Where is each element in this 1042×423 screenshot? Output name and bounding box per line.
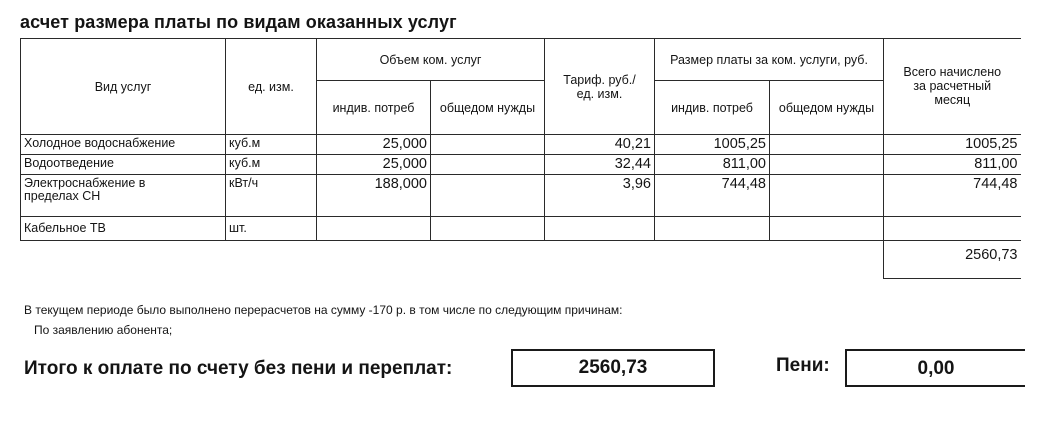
cell-service xyxy=(21,175,226,217)
header-payment-individual: индив. потреб xyxy=(655,81,770,135)
total-spacer xyxy=(21,241,884,279)
header-tariff-text: Тариф. руб./ ед. изм. xyxy=(563,72,636,101)
cell-tariff: 32,44 xyxy=(545,155,655,175)
cell-volume-individual xyxy=(317,217,431,241)
cell-tariff xyxy=(545,217,655,241)
header-volume-common: общедом нужды xyxy=(431,81,545,135)
cell-volume-common xyxy=(431,217,545,241)
cell-unit: кВт/ч xyxy=(226,175,317,217)
header-unit xyxy=(226,39,317,135)
cell-payment-individual xyxy=(655,217,770,241)
header-total xyxy=(884,39,1021,135)
cell-total: 811,00 xyxy=(884,155,1021,175)
cell-payment-common xyxy=(770,155,884,175)
table-header-row xyxy=(21,39,1021,81)
table-row xyxy=(21,155,1021,175)
header-payment-common: общедом нужды xyxy=(770,81,884,135)
cell-total xyxy=(884,217,1021,241)
header-volume-individual: индив. потреб xyxy=(317,81,431,135)
fine-label: Пени: xyxy=(776,355,830,376)
grand-total-cell: 2560,73 xyxy=(884,241,1021,279)
cell-volume-individual: 25,000 xyxy=(317,155,431,175)
cell-volume-common xyxy=(431,135,545,155)
cell-payment-individual: 744,48 xyxy=(655,175,770,217)
cell-service-text: Электроснабжение в пределах СН xyxy=(24,176,146,203)
table-row xyxy=(21,135,1021,155)
cell-payment-common xyxy=(770,175,884,217)
charges-table xyxy=(20,38,1021,279)
header-unit-text: ед. изм. xyxy=(248,79,294,94)
section-title: асчет размера платы по видам оказанных услуг xyxy=(20,12,457,32)
cell-service: Водоотведение xyxy=(21,155,226,175)
fine-amount-box: 0,00 xyxy=(845,349,1025,387)
cell-unit: шт. xyxy=(226,217,317,241)
cell-volume-individual: 25,000 xyxy=(317,135,431,155)
cell-unit: куб.м xyxy=(226,155,317,175)
cell-service: Холодное водоснабжение xyxy=(21,135,226,155)
cell-payment-individual: 811,00 xyxy=(655,155,770,175)
recalculation-note: В текущем периоде было выполнено перерасчетов на сумму -170 р. в том числе по следующим причинам: xyxy=(24,303,623,317)
cell-tariff: 3,96 xyxy=(545,175,655,217)
cell-payment-common xyxy=(770,135,884,155)
cell-service: Кабельное ТВ xyxy=(21,217,226,241)
cell-total: 744,48 xyxy=(884,175,1021,217)
cell-total: 1005,25 xyxy=(884,135,1021,155)
recalculation-reason: По заявлению абонента; xyxy=(34,323,173,337)
cell-volume-common xyxy=(431,175,545,217)
payment-total-box: 2560,73 xyxy=(511,349,715,387)
table-row xyxy=(21,217,1021,241)
cell-volume-common xyxy=(431,155,545,175)
header-service: Вид услуг xyxy=(21,39,226,135)
cell-payment-individual: 1005,25 xyxy=(655,135,770,155)
table-row xyxy=(21,175,1021,217)
cell-volume-individual: 188,000 xyxy=(317,175,431,217)
header-tariff xyxy=(545,39,655,135)
cell-tariff: 40,21 xyxy=(545,135,655,155)
header-total-text: Всего начислено за расчетный месяц xyxy=(903,65,1002,107)
header-volume: Объем ком. услуг xyxy=(317,39,545,81)
payment-total-label: Итого к оплате по счету без пени и переплат: xyxy=(24,358,453,379)
table-total-row xyxy=(21,241,1021,279)
cell-payment-common xyxy=(770,217,884,241)
cell-unit: куб.м xyxy=(226,135,317,155)
header-payment: Размер платы за ком. услуги, руб. xyxy=(655,39,884,81)
